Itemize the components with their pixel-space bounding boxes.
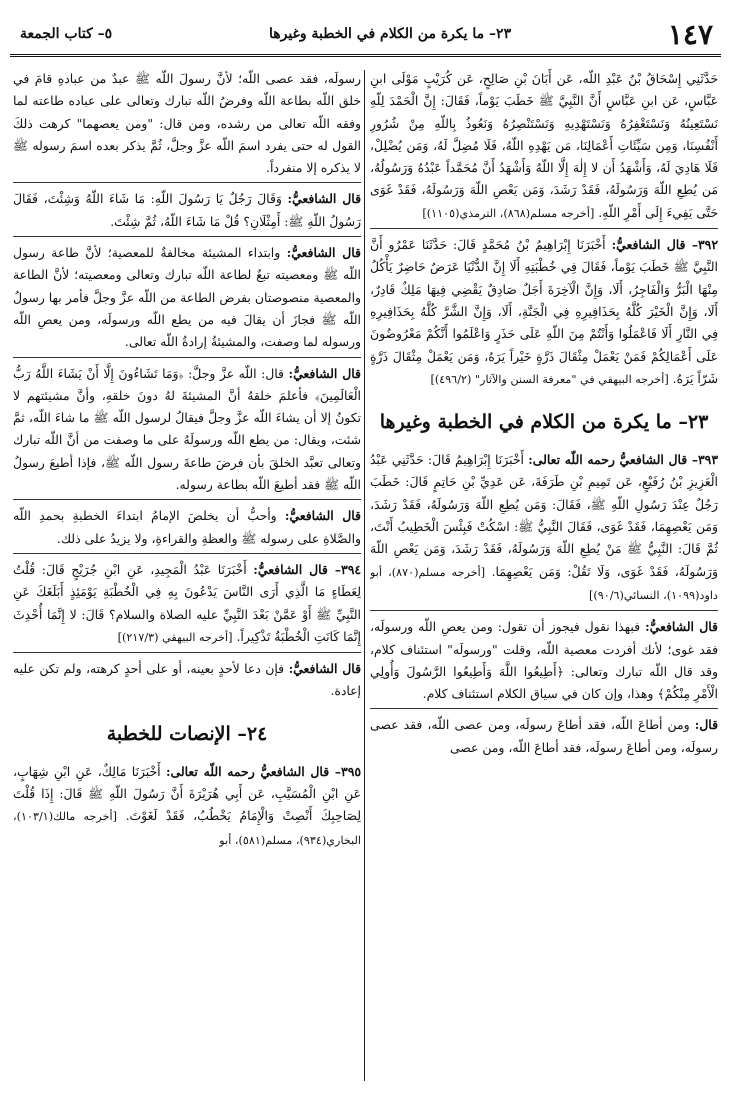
page-number: ١٤٧ bbox=[667, 17, 713, 51]
paragraph bbox=[370, 449, 718, 607]
paragraph bbox=[13, 499, 361, 550]
narrator-lead: قال الشافعيُّ: bbox=[287, 191, 361, 207]
hadith-text: حَدَّثَنِي إِسْحَاقُ بْنُ عَبْدِ اللّه، عَن أَبَانَ بْنِ صَالِحٍ، عَن كُرَيْبٍ مَوْلَى ابنِ عَبَّاسٍ، عَن ابنِ عَبَّاسٍ أَنَّ النَّبِيَّ ﷺ خَطَبَ يَوْماً، فَقَالَ: إِنَّ الْحَمْدَ لِلّهِ نَسْتَعِينُهُ وَنَسْتَغْفِرُهُ وَنَسْتَهْدِيهِ وَنَسْتَنْصِرُهُ وَنَعُوذُ بِاللّهِ مِنْ شُرُورِ أَنْفُسِنَا، وَمِن سَيِّئَاتِ أَعْمَالِنَا، مَن يَهْدِهِ اللّهُ، فَلَا مُضِلَّ لَهُ، وَمَن يُضْلِلْ، فَلَا هَادِيَ لَهُ، وَأَشْهَدُ أَن لا إِلٰهَ إِلَّا اللّهُ وَأَشْهَدُ أَنَّ مُحَمَّداً عَبْدُهُ وَرَسُولُهُ، مَن يُطِعِ اللّهَ وَرَسُولَهُ، فَقَدْ رَشَدَ، وَمَن يَعْصِ اللّهَ وَرَسُولَهُ، فَقَدْ غَوَى حَتَّى يَفِيءَ إِلَى أَمْرِ اللّهِ. bbox=[370, 71, 718, 220]
hadith-text: أَخْبَرَنَا إِبْرَاهِيمُ بْنُ مُحَمَّدٍ قَالَ: حَدَّثَنَا عَمْرُو أَنَّ النَّبِيَّ ﷺ خَطَبَ يَوْماً، فَقَالَ فِي خُطْبَتِهِ أَلَا إِنَّ الدُّنْيَا عَرَضٌ حَاضِرٌ يَأْكُلُ مِنْهَا الْبَرُّ وَالْفَاجِرُ، أَلَا، وَإِنَّ الْآخِرَةَ أَجَلٌ صَادِقٌ يَقْضِي فِيهَا مَلِكٌ قَادِرٌ، أَلَا، وَإِنَّ الْخَيْرَ كُلَّهُ بِحَذَافِيرِهِ فِي الْجَنَّةِ، أَلَا، وَإِنَّ الشَّرَّ كُلَّهُ بِحَذَافِيرِهِ فِي النَّارِ أَلَا فَاعْمَلُوا وَأَنْتُمْ مِنَ اللّهِ عَلَى حَذَرٍ وَاعْلَمُوا أَنَّكُمْ مَعْرُوضُونَ عَلَى أَعْمَالِكُمْ فَمَنْ يَعْمَلْ مِثْقَالَ ذَرَّةٍ خَيْراً يَرَهُ، وَمَن يَعْمَلْ مِثْقَالَ ذَرَّةٍ شَرّاً يَرَهُ. bbox=[370, 237, 718, 386]
paragraph bbox=[370, 610, 718, 705]
paragraph bbox=[13, 652, 361, 703]
paragraph bbox=[13, 68, 361, 179]
paragraph bbox=[370, 68, 718, 225]
hadith-reference: [أخرجه البيهقي في "معرفة السنن والآثار" (٤٩٦/٢)] bbox=[430, 372, 669, 386]
paragraph bbox=[370, 228, 718, 391]
paragraph bbox=[13, 182, 361, 233]
commentary-text: وَقَالَ رَجُلٌ يَا رَسُولَ اللّهِ: مَا شَاءَ اللّهُ وَشِئْتَ، فَقَالَ رَسُولُ اللّهِ ﷺ: أَمِثْلَانِ؟ قُلْ مَا شَاءَ اللّهُ، ثُمَّ شِئْتَ. bbox=[13, 191, 361, 229]
section-heading-24: ٢٤– الإنصات للخطبة bbox=[106, 722, 268, 745]
narrator-lead: ٣٩٤– قال الشافعيُّ: bbox=[253, 561, 361, 577]
paragraph bbox=[13, 761, 361, 852]
paragraph bbox=[13, 553, 361, 649]
narrator-lead: قال الشافعيُّ: bbox=[284, 508, 361, 524]
narrator-lead: ٣٩٥– قال الشافعيُّ رحمه اللّه تعالى: bbox=[165, 763, 361, 779]
commentary-text: وأحبُّ أن يخلصَ الإمامُ ابتداءَ الخطبةِ بحمدِ اللّه والصَّلاةِ على رسوله ﷺ والعظةِ والقراءةِ، ولا يزيدُ على ذلك. bbox=[13, 508, 361, 546]
page-header bbox=[10, 14, 721, 57]
paragraph bbox=[13, 357, 361, 497]
right-column bbox=[370, 68, 718, 1087]
commentary-text: وابتداء المشيئة مخالفةٌ للمعصية؛ لأنَّ طاعة رسول اللّه ﷺ ومعصيته تبعٌ لطاعة اللّه تبارك وتعالى ومعصيته؛ لأنَّ الطاعة والمعصية منصوصتان بفرض الطاعة من اللّه عزَّ وجلَّ فأمر بها رسولُ اللّه ﷺ فجازَ أن يقالَ فيه من يطع اللّه ورسولَه، ومن يعصِ اللّه ورسوله لما وصفت، والمشيئةُ إرادةُ اللّه تعالى. bbox=[13, 245, 361, 350]
hadith-reference: [أخرجه مسلم(٨٧٠)، أبو داود(١٠٩٩)، النسائي(٩٠/٦)] bbox=[370, 565, 718, 602]
commentary-text: رسولَه، فقد عصى اللّه؛ لأنَّ رسولَ اللّه ﷺ عبدٌ من عبادهِ قامَ في خلق اللّه بطاعة اللّه وفرضُ اللّه تبارك وتعالى على عباده طاعته لما وفقه اللّه تعالى من رشده، ومن قال: "ومن يعصهما" كرهت ذلكَ القول له حتى يفرد اسمَ اللّه عزَّ وجلَّ، ثُمَّ يذكر بعده اسمَ رسوله ﷺ لا يذكره إلا منفرداً. bbox=[13, 71, 361, 176]
running-book-title: ٥– كتاب الجمعة bbox=[20, 26, 113, 42]
paragraph bbox=[13, 236, 361, 353]
commentary-text: ومن أطاعَ اللّه، فقد أطاعَ رسولَه، ومن عصى اللّه، فقد عصى رسولَه، ومن أطاعَ رسولَه، فقد أطاعَ اللّه، ومن عصى bbox=[370, 717, 718, 755]
hadith-reference: [أخرجه البيهقي (٢١٧/٣)] bbox=[117, 630, 233, 644]
commentary-text: فبهذا نقول فيجوز أن تقول: ومن يعصِ اللّه ورسولَه، فقد غوى؛ لأنك أفردت معصية اللّه، وقلت "ورسولَه" استئناف كلام، وقد قال اللّه تبارك وتعالى: ﴿أَطِيعُوا اللَّهَ وَأَطِيعُوا الرَّسُولَ وَأُولِي الْأَمْرِ مِنْكُمْ﴾ وهذا، وإن كان في سياق الكلام استئناف كلام. bbox=[370, 619, 718, 702]
narrator-lead: قال: bbox=[694, 717, 718, 733]
hadith-text: أَخْبَرَنَا مَالِكٌ، عَنِ ابْنِ شِهَابٍ، عَنِ ابْنِ الْمُسَيَّبِ، عَن أَبِي هُرَيْرَةَ أَنَّ رَسُولَ اللّهِ ﷺ قَالَ: إِذَا قُلْتَ لِصَاحِبِكَ أَنْصِتْ وَالْإِمَامُ يَخْطُبُ، فَقَدْ لَغَوْتَ. bbox=[13, 763, 361, 824]
hadith-text: أَخْبَرَنَا إِبْرَاهِيمُ قَالَ: حَدَّثَنِي عَبْدُ الْعَزِيزِ بْنُ رُفَيْعٍ، عَن تَمِيمِ بْنِ طَرَفَةَ، عَن عَدِيِّ بْنِ حَاتِمٍ قَالَ: خَطَبَ رَجُلٌ عِنْدَ رَسُولِ اللّهِ ﷺ، فَقَالَ: وَمَن يُطِعِ اللّهَ وَرَسُولَهُ، فَقَدْ رَشَدَ، وَمَن يَعْصِهِمَا، فَقَدْ غَوَى، فَقَالَ النَّبِيُّ ﷺ: اسْكُتْ فَبِئْسَ الْخَطِيبُ أَنْتَ، ثُمَّ قَالَ: النَّبِيُّ ﷺ مَنْ يُطِعِ اللّهَ وَرَسُولَهُ، فَقَدْ رَشَدَ، وَمَن يَعْصِ اللّهَ وَرَسُولَهُ، فَقَدْ غَوَى، وَلَا تَقُلْ: وَمَن يَعْصِهِمَا. bbox=[370, 452, 718, 579]
narrator-lead: ٣٩٢– قال الشافعيُّ: bbox=[611, 237, 718, 253]
narrator-lead: قال الشافعيُّ: bbox=[288, 661, 361, 677]
section-heading-23: ٢٣– ما يكرة من الكلام في الخطبة وغيرها bbox=[379, 411, 709, 434]
narrator-lead: قال الشافعيُّ: bbox=[645, 619, 718, 635]
hadith-reference: [أخرجه مالك(١٠٣/١)، البخاري(٩٣٤)، مسلم(٥٨١)، أبو bbox=[13, 810, 361, 847]
commentary-text: قال: اللّه عزَّ وجلَّ: ﴿وَمَا تَشَاءُونَ إِلَّا أَنْ يَشَاءَ اللَّهُ رَبُّ الْعَالَمِينَ﴾ فأعلمَ خلقهُ أنَّ المشيئةَ لهُ دونَ خلقهِ، وأنَّ مشيئتهم لا تكونُ إلا أن يشاءَ اللّه عزَّ وجلَّ فيقالُ لرسول اللّه ﷺ ما شاءَ اللّه، ثمَّ شئت، ويقال: من يطع اللّه ورسولَهُ على ما وصفت من أنَّ اللّه تبارك وتعالى تعبَّد الخلقَ بأن فرضَ طاعةَ رسول اللّه ﷺ، فإذا أطيعَ رسولُ اللّه ﷺ فقد أطيعَ اللّه بطاعة رسوله. bbox=[13, 365, 361, 493]
left-column bbox=[13, 68, 361, 1087]
hadith-text: أَخْبَرَنَا عَبْدُ الْمَجِيدِ، عَنِ ابْنِ جُرَيْجٍ قَالَ: قُلْتُ لِعَطَاءٍ مَا الَّذِي أَرَى النَّاسَ يَدْعُونَ بِهِ فِي الْخُطْبَةِ يَوْمَئِذٍ أَبَلَغَكَ عَنِ النَّبِيِّ ﷺ أَوْ عَمَّنْ بَعْدَ النَّبِيِّ عليه الصلاة والسلام؟ قَالَ: لا إِنَّمَا أُحْدِثَ إِنَّمَا كَانَتِ الْخُطْبَةُ تَذْكِيراً. bbox=[13, 561, 361, 644]
hadith-reference: [أخرجه مسلم(٨٦٨)، الترمذي(١١٠٥)] bbox=[422, 206, 595, 220]
paragraph bbox=[370, 708, 718, 759]
narrator-lead: قال الشافعيُّ: bbox=[286, 245, 361, 261]
narrator-lead: ٣٩٣– قال الشافعيُّ رحمه اللّه تعالى: bbox=[528, 452, 718, 468]
running-chapter-title: ٢٣– ما يكرة من الكلام في الخطبة وغيرها bbox=[268, 26, 512, 42]
commentary-text: فإن دعا لأحدٍ بعينه، أو على أحدٍ كرهته، ولم تكن عليه إعادة. bbox=[13, 661, 361, 699]
narrator-lead: قال الشافعيُّ: bbox=[288, 365, 361, 381]
column-divider bbox=[364, 70, 365, 1081]
